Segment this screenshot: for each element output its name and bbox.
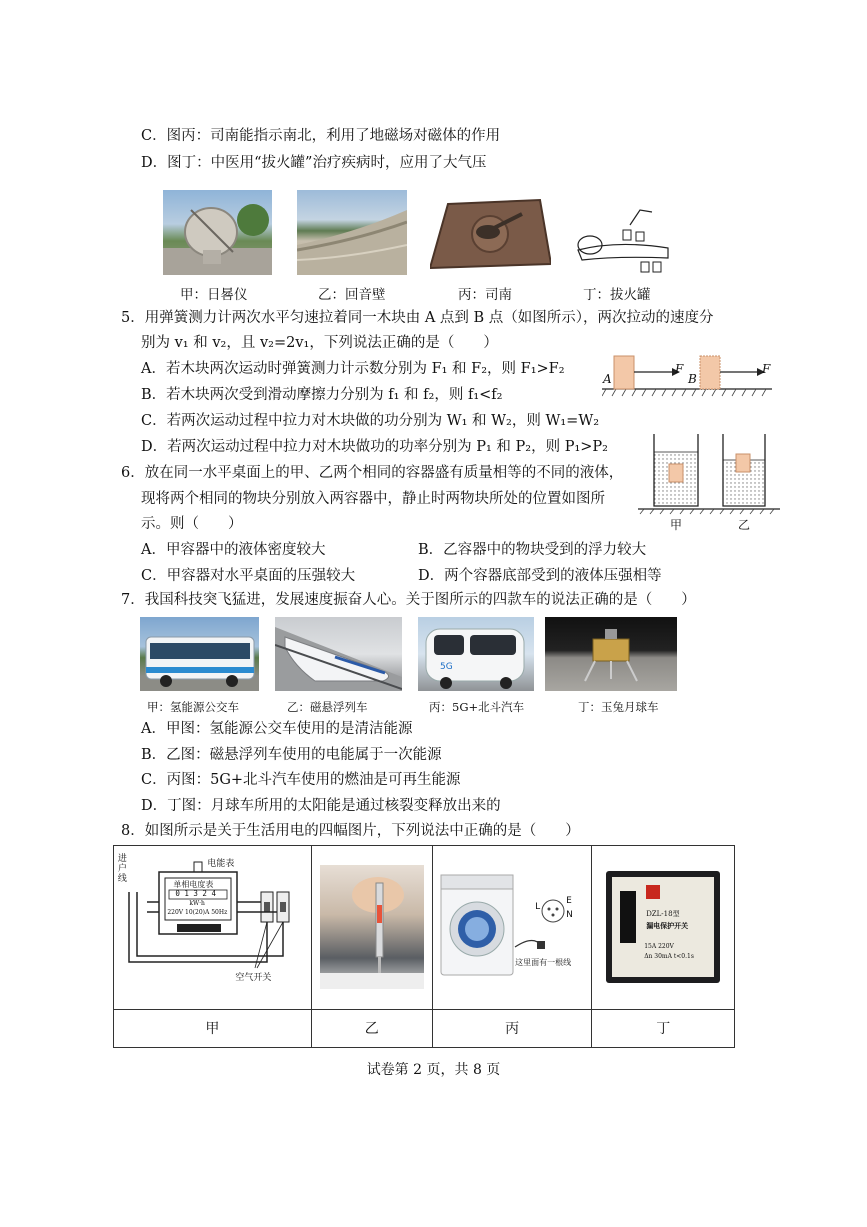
q5-option-b: B．若木块两次受到滑动摩擦力分别为 f₁ 和 f₂，则 f₁<f₂ [141,387,503,403]
sundial-photo [163,190,272,275]
test-pen-photo [320,865,424,989]
plug-note: 这里面有一根线 [515,958,572,968]
breaker-name: 漏电保护开关 [646,921,689,931]
echo-wall-photo [297,190,407,275]
leakage-breaker-photo [606,871,720,983]
q5-stem-line2: 别为 v₁ 和 v₂，且 v₂=2v₁，下列说法正确的是（ ） [141,335,498,351]
container-1-label: 甲 [670,518,683,532]
meter-spec: 220V 10(20)A 50Hz [167,909,228,917]
q7-option-c: C．丙图：5G+北斗汽车使用的燃油是可再生能源 [141,772,461,788]
breaker-cell [592,846,735,1010]
earth-label: E [566,896,572,907]
lunar-rover-photo [545,617,677,691]
q4-caption-3: 丙：司南 [458,287,512,303]
q7-caption-1: 甲：氢能源公交车 [147,700,239,714]
q7-option-a: A．甲图：氢能源公交车使用的是清洁能源 [141,721,413,737]
q7-stem: 7．我国科技突飞猛进，发展速度振奋人心。关于图所示的四款车的说法正确的是（ ） [121,592,696,608]
q8-stem: 8．如图所示是关于生活用电的四幅图片，下列说法中正确的是（ ） [121,823,580,839]
washing-machine-diagram [437,865,587,989]
q6-option-d: D．两个容器底部受到的液体压强相等 [418,568,662,584]
energy-meter-diagram [117,852,307,1002]
force-f2-label: F [762,362,771,376]
page-footer: 试卷第 2 页，共 8 页 [366,1062,501,1078]
meter-cell [114,846,312,1010]
sinan-compass-photo [430,192,551,272]
test-pen-cell [311,846,432,1010]
breaker-spec-2: Δn 30mA t<0.1s [644,953,694,961]
neutral-label: N [566,910,573,921]
breaker-model: DZL-18型 [646,910,680,919]
q8-figure-table [113,845,735,1048]
q8-label-3: 丙 [432,1009,592,1047]
q4-caption-4: 丁：拔火罐 [583,287,651,303]
q5-option-c: C．若两次运动过程中拉力对木块做的功分别为 W₁ 和 W₂，则 W₁=W₂ [141,413,600,429]
meter-title: 单相电度表 [173,880,214,890]
q6-option-b: B．乙容器中的物块受到的浮力较大 [418,542,647,558]
q4-option-c: C．图丙：司南能指示南北，利用了地磁场对磁体的作用 [141,128,501,144]
meter-label: 电能表 [207,859,235,870]
q6-stem-line3: 示。则（ ） [141,516,243,532]
q4-caption-2: 乙：回音壁 [318,287,386,303]
air-switch-label: 空气开关 [235,973,272,984]
point-a-label: A [603,372,612,386]
cupping-drawing [568,200,676,276]
q7-caption-2: 乙：磁悬浮列车 [287,700,368,714]
q4-caption-1: 甲：日晷仪 [180,287,248,303]
svg-text:5G: 5G [440,662,453,672]
hydrogen-bus-photo [140,617,259,691]
q7-option-d: D．丁图：月球车所用的太阳能是通过核裂变释放出来的 [141,798,501,814]
5g-car-photo [418,617,534,691]
q8-label-1: 甲 [114,1009,312,1047]
q6-containers-figure [638,430,780,532]
live-label: L [535,902,541,913]
q7-caption-3: 丙：5G+北斗汽车 [429,700,525,714]
q5-option-d: D．若两次运动过程中拉力对木块做功的功率分别为 P₁ 和 P₂，则 P₁>P₂ [141,439,608,455]
incoming-wire-label: 进户线 [117,854,127,885]
force-f1-label: F [675,362,684,376]
q6-option-a: A．甲容器中的液体密度较大 [141,542,326,558]
q6-stem-line2: 现将两个相同的物块分别放入两容器中，静止时两物块所处的位置如图所 [141,491,605,507]
q5-option-a: A．若木块两次运动时弹簧测力计示数分别为 F₁ 和 F₂，则 F₁>F₂ [141,361,565,377]
q5-stem-line1: 5．用弹簧测力计两次水平匀速拉着同一木块由 A 点到 B 点（如图所示），两次拉动的速度分 [121,310,714,326]
q6-option-c: C．甲容器对水平桌面的压强较大 [141,568,356,584]
q4-option-d: D．图丁：中医用“拔火罐”治疗疾病时，应用了大气压 [141,155,487,171]
meter-unit: kW·h [189,900,205,908]
container-2-label: 乙 [738,518,751,532]
point-b-label: B [688,372,697,386]
breaker-spec-1: 15A 220V [644,943,674,951]
q5-block-figure [602,352,777,402]
q8-label-2: 乙 [311,1009,432,1047]
q8-label-4: 丁 [592,1009,735,1047]
maglev-train-photo [275,617,402,691]
q7-caption-4: 丁：玉兔月球车 [578,700,659,714]
q6-stem-line1: 6．放在同一水平桌面上的甲、乙两个相同的容器盛有质量相等的不同的液体， [121,465,624,481]
q7-option-b: B．乙图：磁悬浮列车使用的电能属于一次能源 [141,747,442,763]
meter-digits: 0 1 3 2 4 [175,889,216,899]
washer-cell [432,846,592,1010]
